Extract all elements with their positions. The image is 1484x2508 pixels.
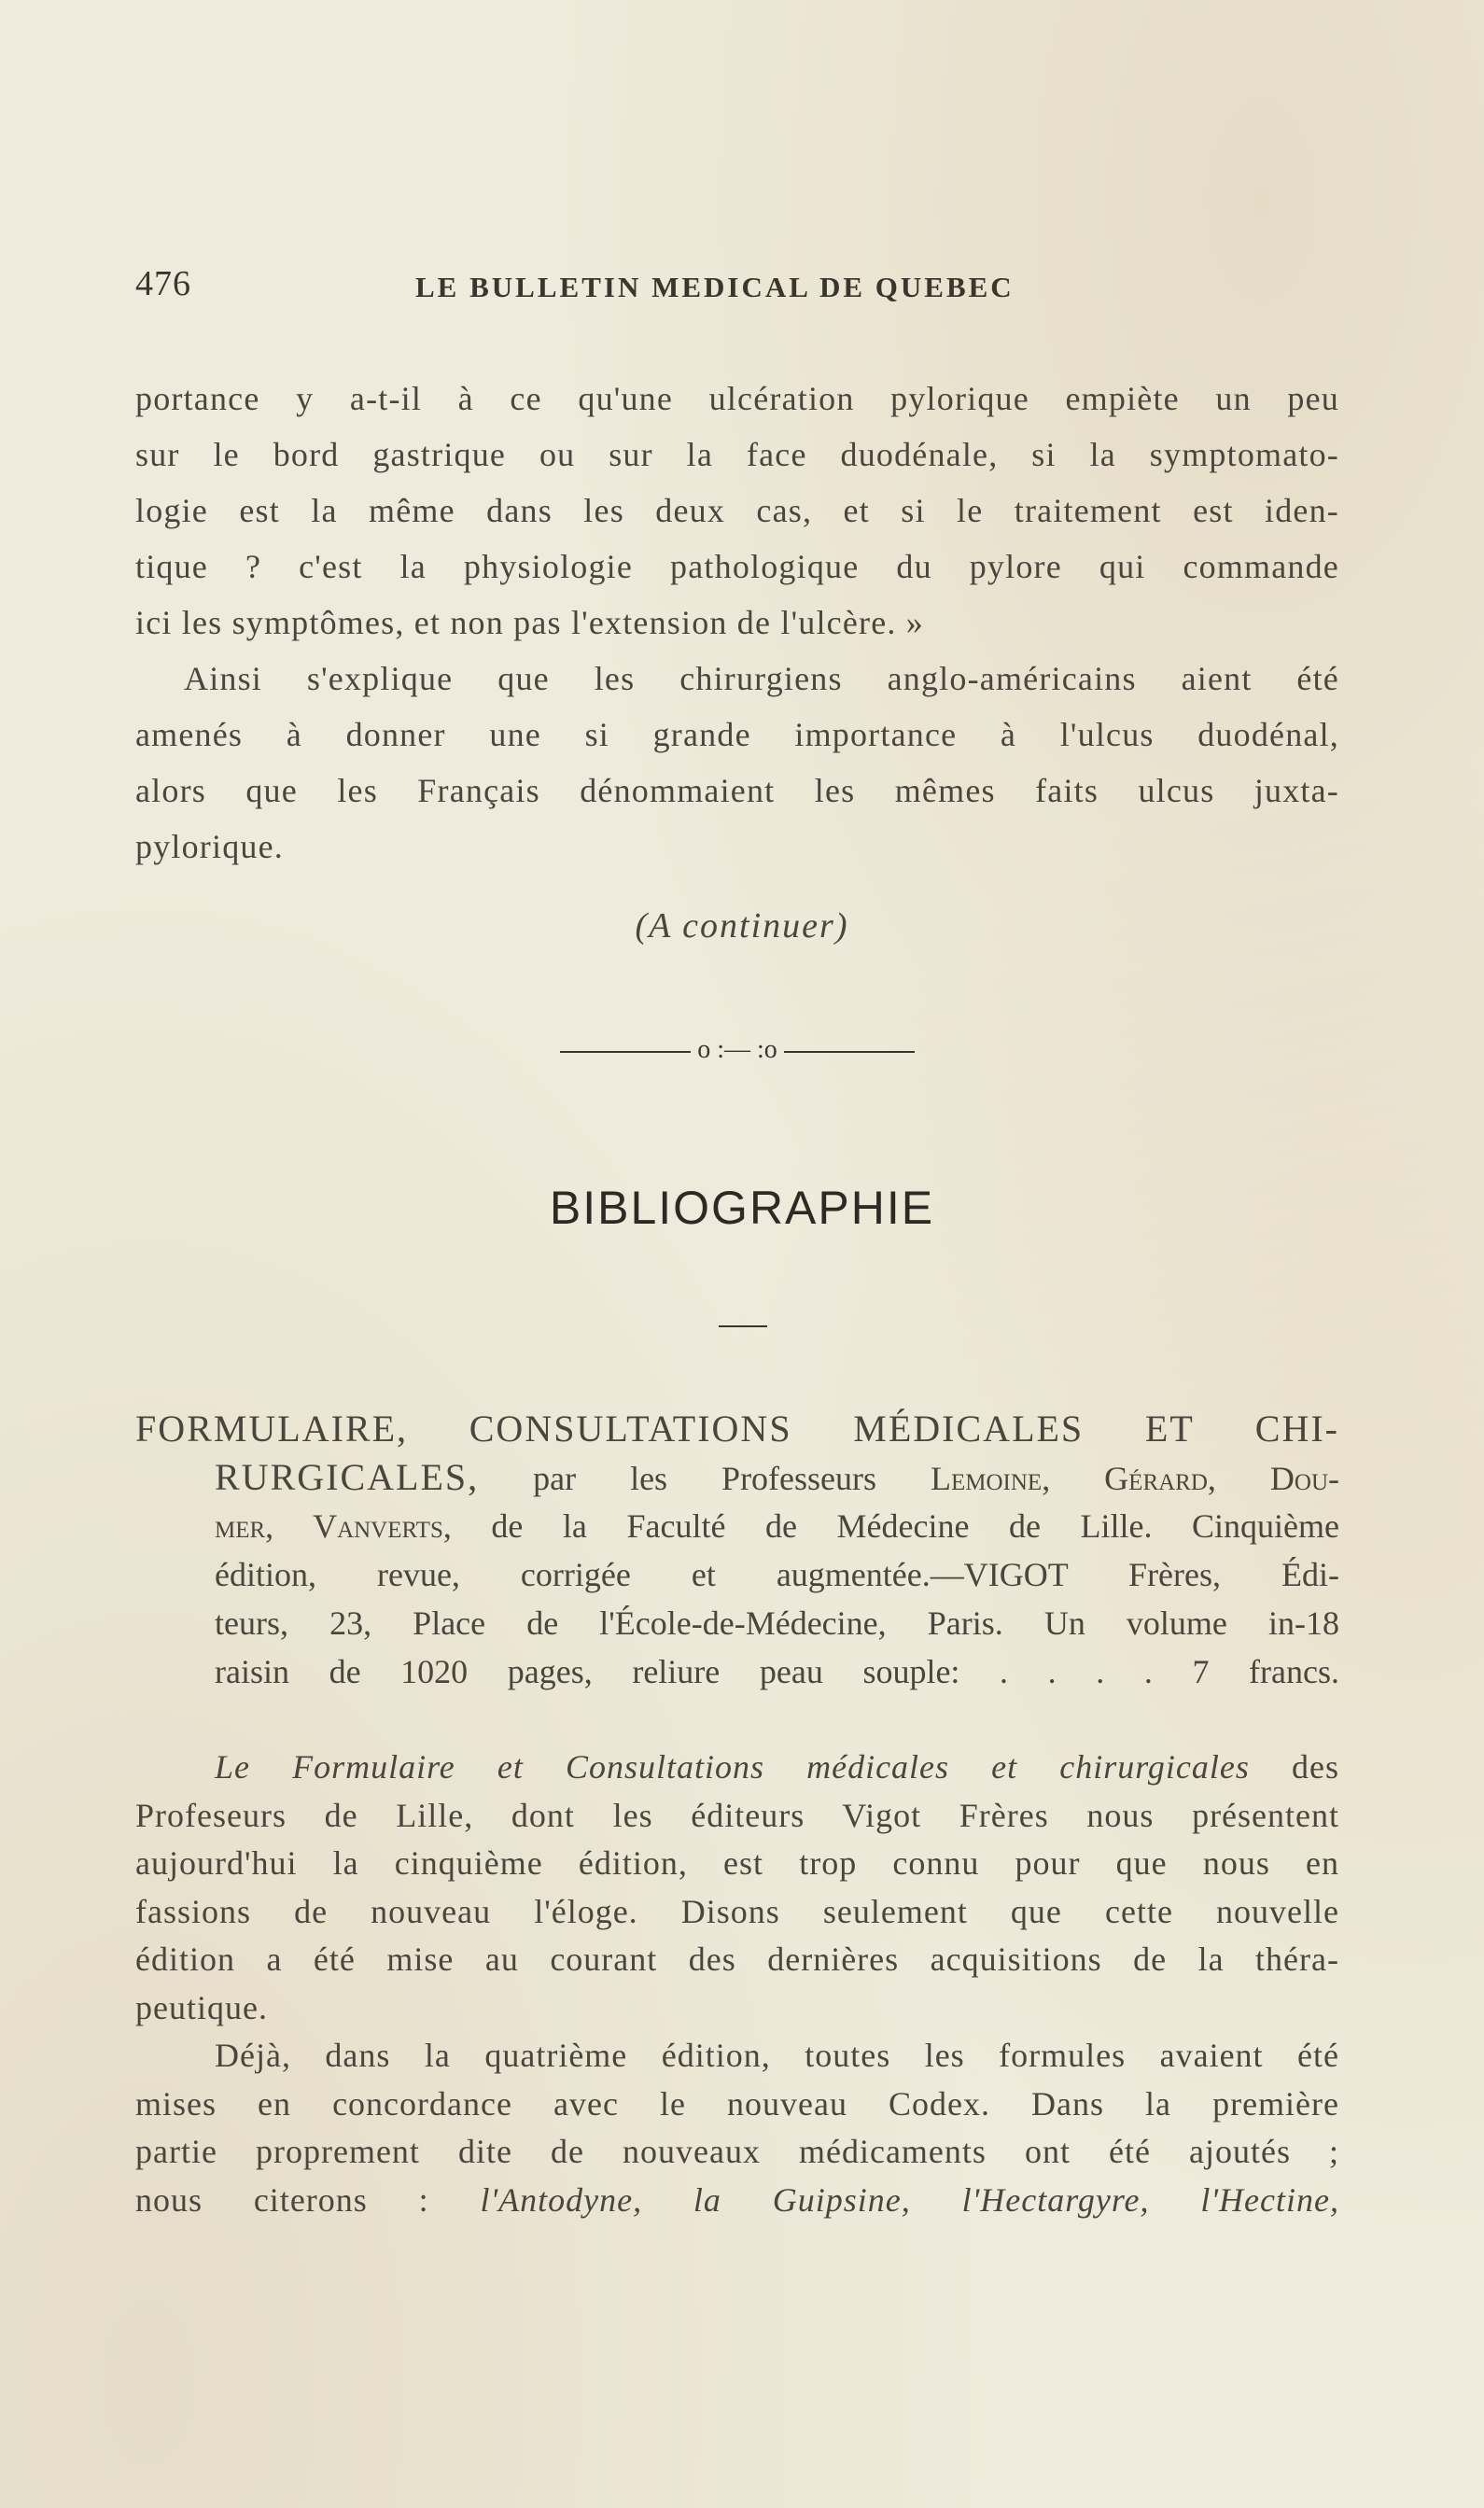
review-line: [135, 2177, 1339, 2225]
entry-line: teurs, 23, Place de l'École-de-Médecine, Paris. Un volume in-18: [215, 1604, 1339, 1642]
text-line: tique ? c'est la physiologie pathologique du pylore qui commande: [135, 548, 1339, 585]
article-continuation: [135, 371, 1339, 875]
review-line: peutique.: [135, 1988, 268, 2026]
title-rule: [719, 1325, 767, 1327]
review-line: mises en concordance avec le nouveau Codex. Dans la première: [135, 2084, 1339, 2123]
page-number: 476: [135, 264, 191, 303]
running-head: LE BULLETIN MEDICAL DE QUEBEC: [415, 271, 1015, 303]
review-line: édition a été mise au courant des dernières acquisitions de la théra-: [135, 1941, 1339, 1978]
bibliography-entry: [135, 1405, 1339, 1696]
text-line: portance y a-t-il à ce qu'une ulcération pylorique empiète un peu: [135, 380, 1339, 417]
review-line: aujourd'hui la cinquième édition, est trop connu pour que nous en: [135, 1844, 1339, 1882]
separator-ornament: o :— :o: [697, 1035, 777, 1064]
text-line: ici les symptômes, et non pas l'extension de l'ulcère. »: [135, 604, 924, 641]
ornamental-separator: [541, 1031, 933, 1069]
review-line: partie proprement dite de nouveaux médicaments ont été ajoutés ;: [135, 2133, 1339, 2170]
separator-rule-left: [560, 1051, 691, 1053]
separator-rule-right: [784, 1051, 915, 1053]
review-line: [135, 1744, 1339, 1792]
text-line: logie est la même dans les deux cas, et si le traitement est iden-: [135, 492, 1339, 529]
entry-line: édition, revue, corrigée et augmentée.—VIGOT Frères, Édi-: [215, 1556, 1339, 1593]
book-review: [135, 1744, 1339, 2224]
review-text: des: [1249, 1748, 1339, 1786]
review-drug-list: l'Antodyne, la Guipsine, l'Hectargyre, l'Hectine,: [480, 2180, 1339, 2219]
text-line: sur le bord gastrique ou sur la face duodénale, si la symptomato-: [135, 436, 1339, 473]
text-line: amenés à donner une si grande importance à l'ulcus duodénal,: [135, 716, 1339, 753]
entry-authors: Lemoine, Gérard, Dou-: [931, 1460, 1339, 1497]
text-line: Ainsi s'explique que les chirurgiens anglo-américains aient été: [184, 660, 1339, 697]
review-line: fassions de nouveau l'éloge. Disons seulement que cette nouvelle: [135, 1892, 1339, 1930]
review-text: nous citerons :: [135, 2180, 481, 2219]
entry-title-continuation: RURGICALES,: [215, 1456, 480, 1498]
review-line: Profeseurs de Lille, dont les éditeurs Vigot Frères nous présentent: [135, 1796, 1339, 1834]
entry-text: par les Professeurs: [479, 1460, 931, 1497]
entry-line: [135, 1453, 1339, 1502]
entry-line: [135, 1502, 1339, 1550]
text-line: alors que les Français dénommaient les mêmes faits ulcus juxta-: [135, 772, 1339, 809]
to-be-continued: (A continuer): [635, 906, 849, 946]
entry-authors: mer, Vanverts,: [215, 1507, 452, 1545]
page-header: [135, 263, 1349, 310]
entry-line: raisin de 1020 pages, reliure peau souple: . . . . 7 francs.: [215, 1653, 1339, 1690]
section-title: BIBLIOGRAPHIE: [549, 1182, 935, 1234]
entry-text: de la Faculté de Médecine de Lille. Cinquième: [451, 1507, 1339, 1545]
review-book-title: Le Formulaire et Consultations médicales et chirurgicales: [215, 1748, 1250, 1786]
text-line: pylorique.: [135, 828, 284, 865]
entry-title-line: FORMULAIRE, CONSULTATIONS MÉDICALES ET CHI-: [135, 1408, 1339, 1450]
review-line: Déjà, dans la quatrième édition, toutes les formules avaient été: [215, 2037, 1339, 2074]
